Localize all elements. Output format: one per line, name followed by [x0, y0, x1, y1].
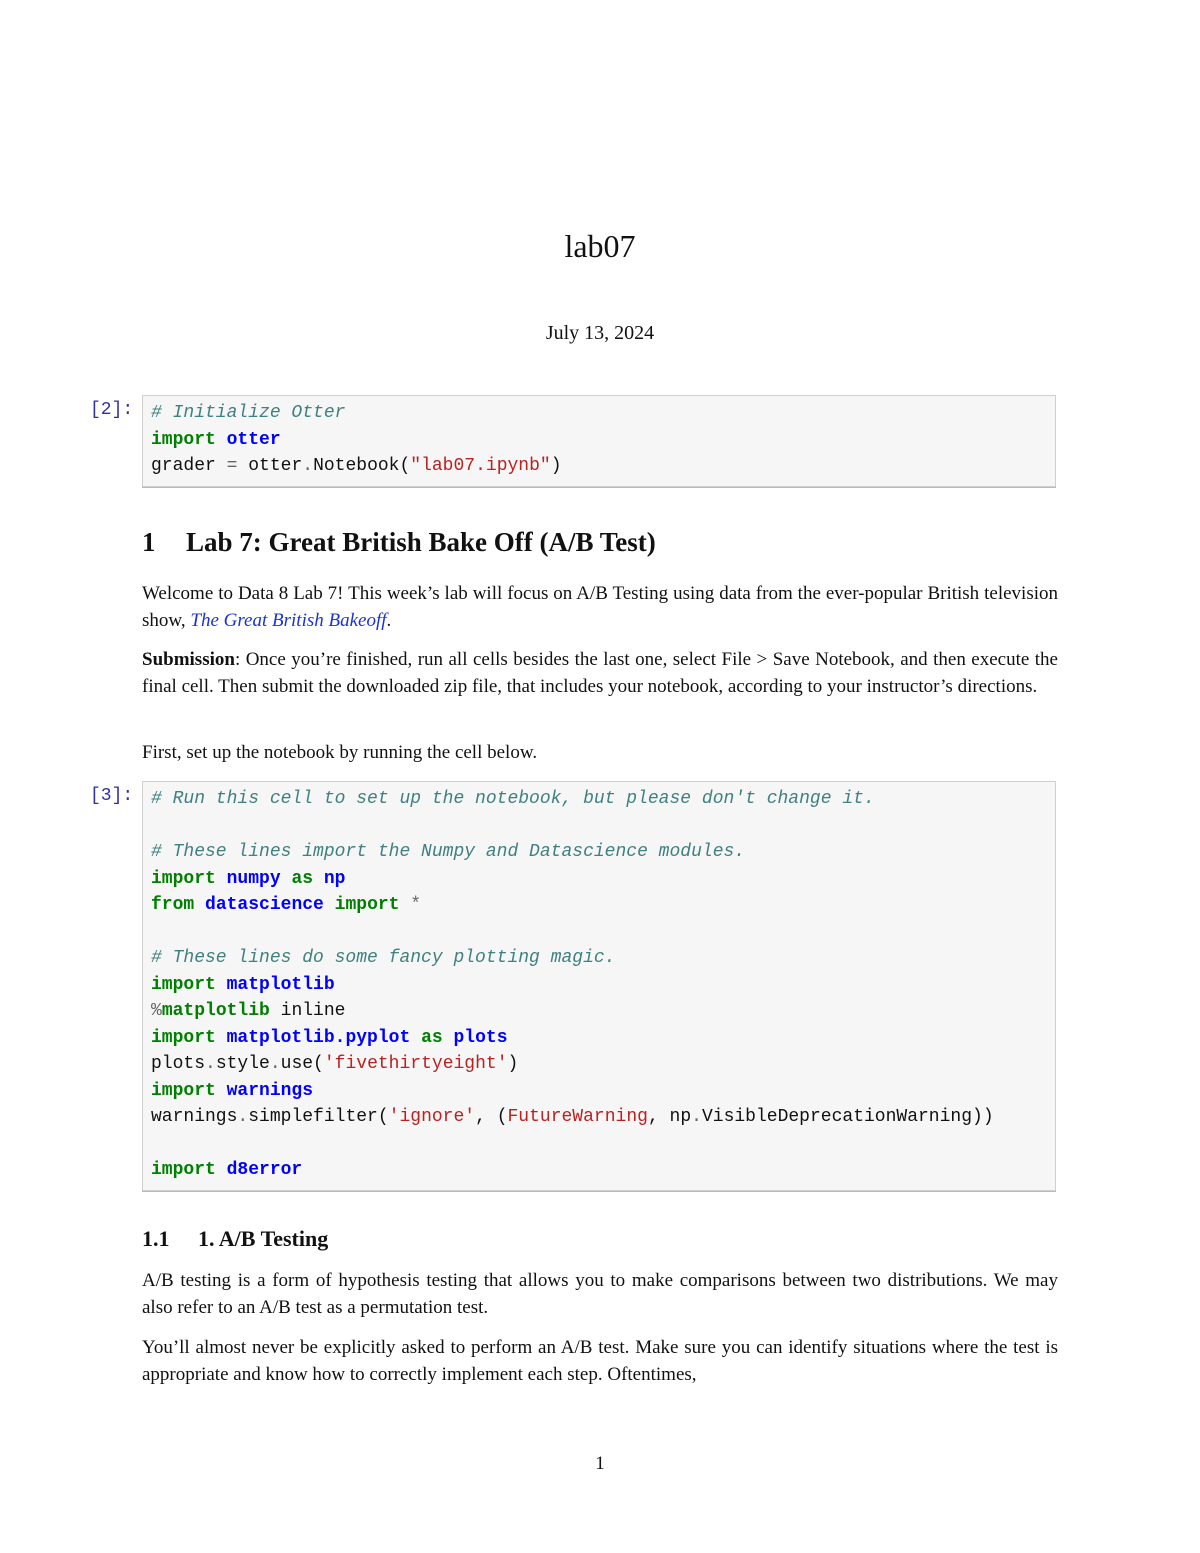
- intro-paragraph: [142, 581, 1058, 634]
- cell-prompt: [3]:: [90, 786, 134, 806]
- code-keyword: import: [334, 895, 400, 915]
- code-line: [151, 866, 1047, 893]
- code-keyword: from: [151, 895, 195, 915]
- code-name: d8error: [226, 1160, 303, 1180]
- code-line: [151, 945, 1047, 972]
- submission-text: : Once you’re finished, run all cells besides the last one, select File > Save Notebook, and then execute the final cell. Then submit the downloaded zip file, that includes your notebook, according to your instructor’s directions.: [142, 649, 1058, 697]
- code-text: [216, 975, 227, 995]
- code-text: simplefilter(: [248, 1107, 389, 1127]
- code-comment: # These lines do some fancy plotting magic.: [151, 948, 616, 968]
- code-line: [151, 1025, 1047, 1052]
- intro-end: .: [386, 609, 392, 631]
- code-name: datascience: [205, 895, 324, 915]
- code-line: [151, 892, 1047, 919]
- code-text: inline: [269, 1001, 346, 1021]
- code-cell-otter[interactable]: [142, 395, 1056, 487]
- code-name: numpy: [226, 868, 281, 889]
- code-line: [151, 786, 1047, 813]
- code-operator: .: [302, 456, 314, 476]
- code-operator: .: [691, 1107, 702, 1127]
- bakeoff-link[interactable]: The Great British Bakeoff: [190, 609, 387, 631]
- code-text: style: [215, 1054, 270, 1074]
- code-text: [281, 869, 292, 889]
- code-comment: # These lines import the Numpy and Datascience modules.: [151, 842, 746, 862]
- code-text: , (: [475, 1107, 508, 1127]
- code-text: plots: [151, 1054, 206, 1074]
- code-operator: %: [151, 1001, 162, 1021]
- code-line: [151, 400, 1047, 427]
- setup-paragraph: First, set up the notebook by running the cell below.: [142, 742, 538, 763]
- code-text: otter: [237, 456, 303, 476]
- intro-text: Welcome to Data 8 Lab 7! This week’s lab will focus on A/B Testing using data from the ever-popular British television show,: [142, 583, 1058, 631]
- page-number: 1: [595, 1453, 605, 1474]
- code-string: 'ignore': [388, 1107, 476, 1127]
- code-cell-setup[interactable]: [142, 781, 1056, 1191]
- code-keyword: import: [151, 868, 216, 889]
- code-line: [151, 1051, 1047, 1078]
- code-text: [194, 895, 205, 915]
- code-keyword: import: [151, 429, 216, 450]
- code-line: [151, 813, 1047, 840]
- code-line: [151, 919, 1047, 946]
- code-text: [410, 1028, 421, 1048]
- code-text: [324, 895, 335, 915]
- code-line: [151, 1078, 1047, 1105]
- code-text: [313, 869, 324, 889]
- document-date: July 13, 2024: [545, 322, 655, 344]
- code-name: plots: [453, 1027, 508, 1048]
- code-block: [151, 786, 1047, 1184]
- code-operator: =: [226, 456, 238, 476]
- code-string: FutureWarning: [507, 1107, 648, 1127]
- code-operator: .: [269, 1054, 281, 1074]
- code-comment: # Initialize Otter: [151, 403, 346, 423]
- section-title: Lab 7: Great British Bake Off (A/B Test): [186, 527, 656, 557]
- ab-testing-paragraph-1: A/B testing is a form of hypothesis testing that allows you to make comparisons between two distributions. We may also refer to an A/B test as a permutation test.: [142, 1270, 1058, 1318]
- code-line: [151, 1157, 1047, 1184]
- code-line: [151, 972, 1047, 999]
- code-text: [216, 1081, 227, 1101]
- code-keyword: import: [151, 1160, 216, 1180]
- code-keyword: import: [151, 1080, 216, 1101]
- code-text: [399, 895, 410, 915]
- code-text: ): [507, 1054, 519, 1074]
- code-keyword: import: [151, 974, 216, 995]
- code-text: , np: [647, 1107, 692, 1127]
- code-operator: *: [410, 895, 422, 915]
- code-string: 'fivethirtyeight': [323, 1054, 508, 1074]
- code-keyword: as: [291, 868, 314, 889]
- code-keyword: import: [151, 1027, 216, 1048]
- code-block: [151, 400, 1047, 480]
- document-title: lab07: [564, 228, 636, 264]
- code-keyword: matplotlib: [161, 1001, 270, 1021]
- submission-label: Submission: [142, 649, 235, 670]
- code-text: [216, 1028, 227, 1048]
- ab-testing-paragraph-2: You’ll almost never be explicitly asked to perform an A/B test. Make sure you can identify situations where the test is appropriate and know how to correctly implement each step. Oftentimes,: [142, 1337, 1058, 1385]
- code-operator: .: [237, 1107, 249, 1127]
- section-number: 1.1: [142, 1226, 170, 1251]
- code-line: [151, 998, 1047, 1025]
- code-line: [151, 839, 1047, 866]
- code-text: warnings: [151, 1107, 238, 1127]
- code-text: grader: [151, 456, 227, 476]
- code-comment: # Run this cell to set up the notebook, but please don't change it.: [151, 789, 875, 809]
- code-text: use(: [280, 1054, 324, 1074]
- code-keyword: as: [421, 1027, 443, 1048]
- code-text: [216, 1160, 227, 1180]
- code-text: [443, 1028, 454, 1048]
- code-name: warnings: [226, 1080, 314, 1101]
- code-line: [151, 453, 1047, 480]
- code-name: np: [323, 868, 346, 889]
- code-text: ): [550, 456, 562, 476]
- section-heading-1-1: [142, 1226, 328, 1252]
- cell-prompt: [2]:: [90, 400, 134, 420]
- code-line: [151, 1104, 1047, 1131]
- section-title: 1. A/B Testing: [198, 1226, 329, 1251]
- code-text: [216, 430, 227, 450]
- code-name: otter: [226, 429, 281, 450]
- section-heading-1: [142, 527, 656, 558]
- code-line: [151, 1131, 1047, 1158]
- code-name: matplotlib.pyplot: [226, 1027, 411, 1048]
- code-string: "lab07.ipynb": [410, 456, 551, 476]
- code-text: [216, 869, 227, 889]
- submission-paragraph: [142, 647, 1058, 700]
- code-text: VisibleDeprecationWarning)): [701, 1107, 994, 1127]
- section-number: 1: [142, 527, 156, 557]
- code-name: matplotlib: [226, 974, 335, 995]
- code-text: Notebook(: [313, 456, 411, 476]
- code-line: [151, 427, 1047, 454]
- code-operator: .: [205, 1054, 216, 1074]
